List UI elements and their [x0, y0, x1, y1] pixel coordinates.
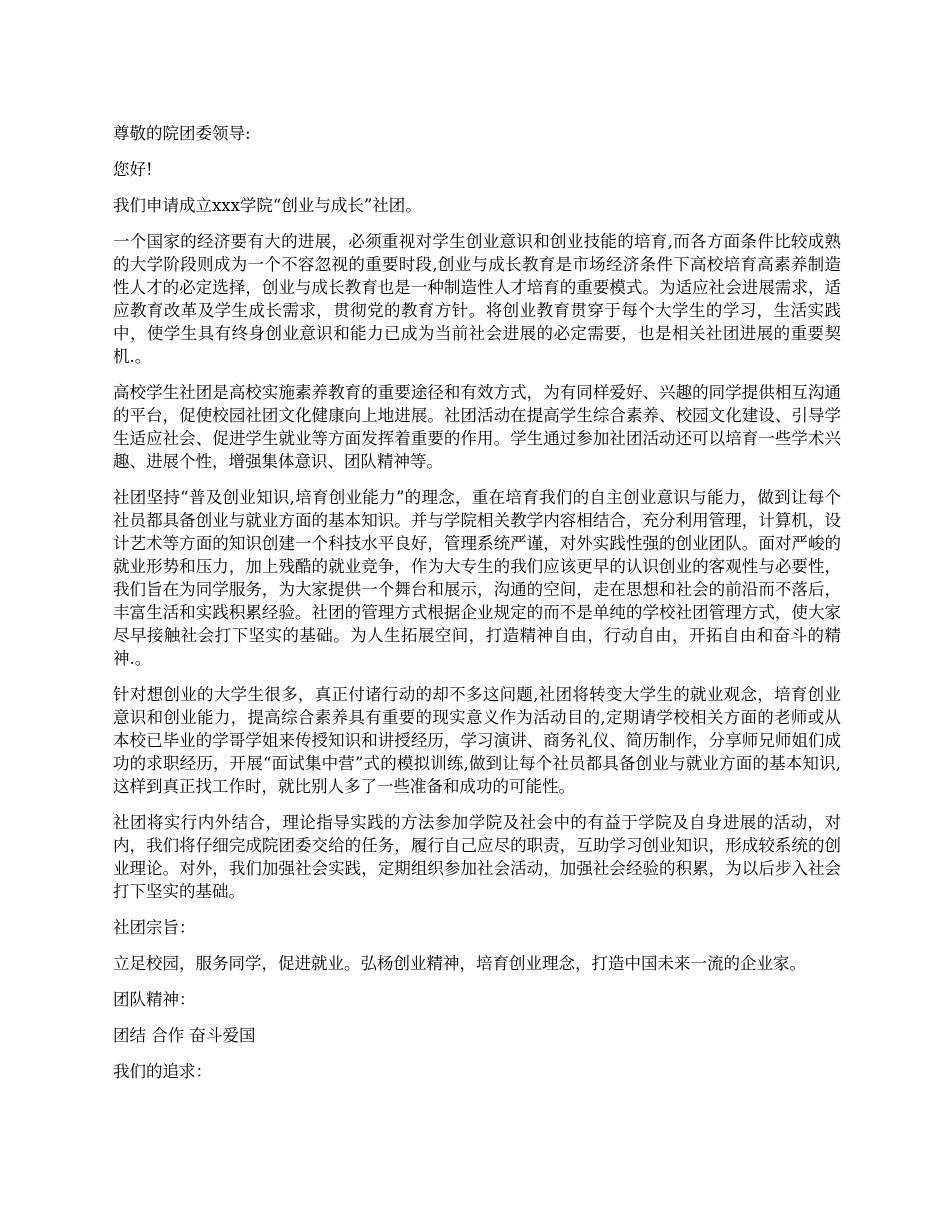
salutation: 尊敬的院团委领导: — [113, 124, 251, 143]
heading-team-spirit: 团队精神： — [113, 990, 196, 1009]
greeting: 您好! — [113, 160, 153, 179]
team-spirit-text: 团结 合作 奋斗爱国 — [113, 1026, 256, 1045]
paragraph-club-philosophy: 社团坚持“普及创业知识,培育创业能力”的理念，重在培育我们的自主创业意识与能力，做到让每个社员都具备创业与就业方面的基本知识。并与学院相关教学内容相结合，充分利用管理，计算机，设计艺术等方面的知识创建一个科技水平良好，管理系统严谨，对外实践性强的创业团队。面对严峻的就业形势和压力，加上残酷的就业竞争，作为大专生的我们应该更早的认识创业的客观性与必要性，我们旨在为同学服务，为大家提供一个舞台和展示，沟通的空间，走在思想和社会的前沿而不落后，丰富生活和实践积累经验。社团的管理方式根据企业规定的而不是单纯的学校社团管理方式，使大家尽早接触社会打下坚实的基础。为人生拓展空间，打造精神自由，行动自由，开拓自由和奋斗的精神.。 — [113, 488, 841, 668]
application-statement: 我们申请成立xxx学院“创业与成长”社团。 — [113, 196, 422, 215]
paragraph-approach: 社团将实行内外结合，理论指导实践的方法参加学院及社会中的有益于学院及自身进展的活动，对内，我们将仔细完成院团委交给的任务，履行自己应尽的职责，互助学习创业知识，形成较系统的创业理论。对外，我们加强社会实践，定期组织参加社会活动，加强社会经验的积累，为以后步入社会打下坚实的基础。 — [113, 813, 841, 901]
document-body — [113, 122, 841, 1096]
paragraph-club-purpose: 立足校园，服务同学，促进就业。弘杨创业精神，培育创业理念，打造中国未来一流的企业家。 — [113, 954, 806, 973]
heading-our-pursuit: 我们的追求： — [113, 1062, 212, 1081]
heading-club-purpose: 社团宗旨： — [113, 918, 196, 937]
paragraph-activities: 针对想创业的大学生很多，真正付诸行动的却不多这问题,社团将转变大学生的就业观念，培育创业意识和创业能力，提高综合素养具有重要的现实意义作为活动目的,定期请学校相关方面的老师或从本校已毕业的学哥学姐来传授知识和讲授经历，学习演讲、商务礼仪、简历制作，分享师兄师姐们成功的求职经历，开展“面试集中营”式的模拟训练,做到让每个社员都具备创业与就业方面的基本知识,这样到真正找工作时，就比别人多了一些准备和成功的可能性。 — [113, 685, 841, 796]
paragraph-club-role: 高校学生社团是高校实施素养教育的重要途径和有效方式，为有同样爱好、兴趣的同学提供相互沟通的平台，促使校园社团文化健康向上地进展。社团活动在提高学生综合素养、校园文化建设、引导学生适应社会、促进学生就业等方面发挥着重要的作用。学生通过参加社团活动还可以培育一些学术兴趣、进展个性，增强集体意识、团队精神等。 — [113, 383, 841, 471]
paragraph-background: 一个国家的经济要有大的进展，必须重视对学生创业意识和创业技能的培育,而各方面条件比较成熟的大学阶段则成为一个不容忽视的重要时段,创业与成长教育是市场经济条件下高校培育高素养制造性人才的必定选择，创业与成长教育也是一种制造性人才培育的重要模式。为适应社会进展需求，适应教育改革及学生成长需求，贯彻党的教育方针。将创业教育贯穿于每个大学生的学习，生活实践中，使学生具有终身创业意识和能力已成为当前社会进展的必定需要，也是相关社团进展的重要契机.。 — [113, 232, 841, 366]
